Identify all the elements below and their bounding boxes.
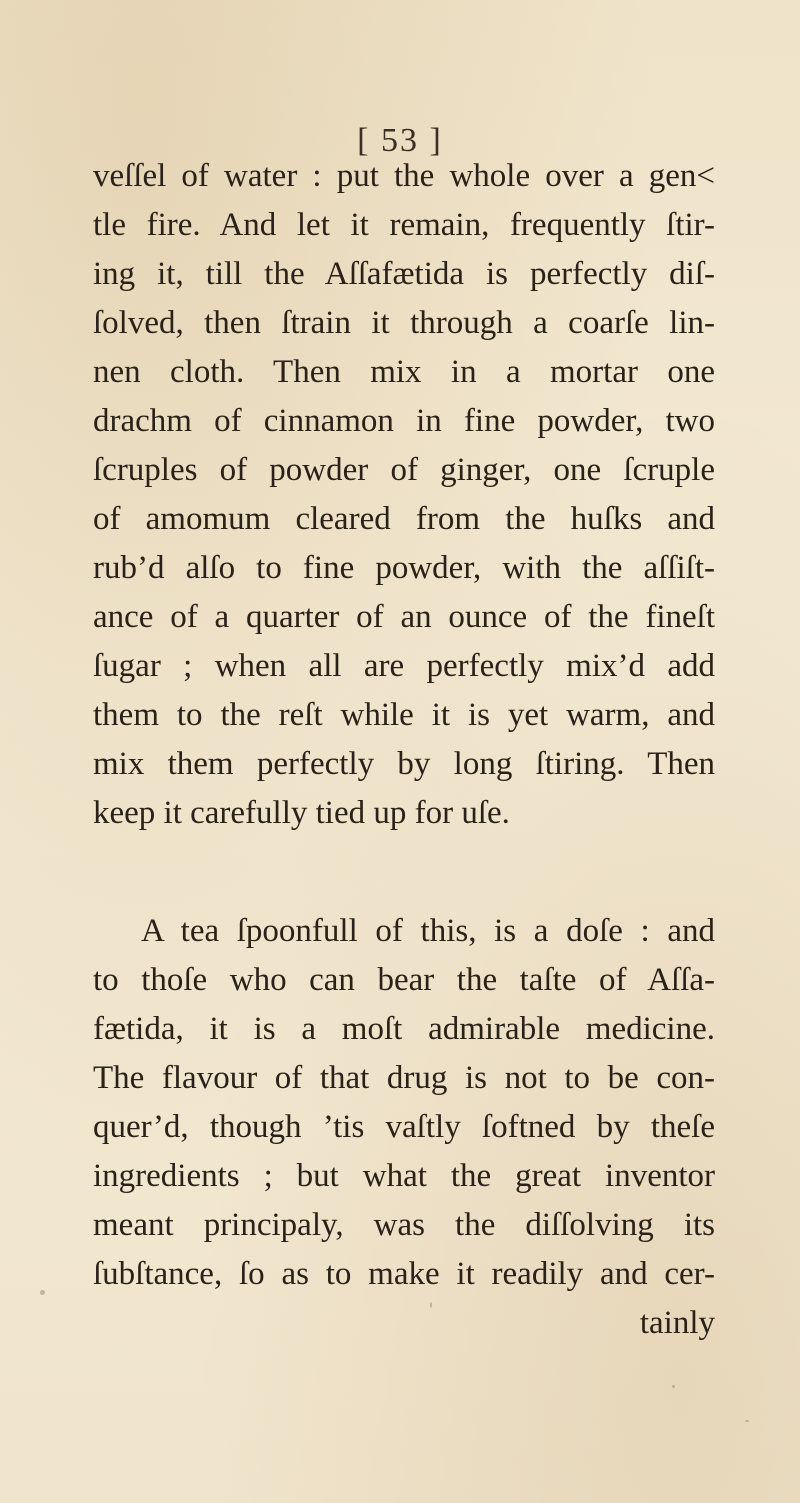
text-line: ſugar ; when all are perfectly mix’d add [93,648,715,684]
text-line: of amomum cleared from the huſks and [93,501,715,537]
text-line: nen cloth. Then mix in a mortar one [93,354,715,390]
text-line: them to the reſt while it is yet warm, and [93,697,715,733]
text-line: mix them perfectly by long ſtiring. Then [93,746,715,782]
text-line: A tea ſpoonfull of this, is a doſe : and [141,913,715,949]
text-line: drachm of cinnamon in fine powder, two [93,403,715,439]
catchword: tainly [639,1305,715,1341]
text-line: rub’d alſo to fine powder, with the aſſiſt- [93,550,715,586]
text-line: to thoſe who can bear the taſte of Aſſa- [93,962,715,998]
paper-speck [430,1302,432,1308]
text-line: ingredients ; but what the great inventor [93,1158,715,1194]
text-line: ing it, till the Aſſafætida is perfectly diſ- [93,256,715,292]
paragraph-gap [93,838,715,907]
text-line: ſolved, then ſtrain it through a coarſe lin- [93,305,715,341]
text-line: tle fire. And let it remain, frequently ſtir- [93,207,715,243]
body-text [93,152,715,1348]
text-line: The flavour of that drug is not to be con- [93,1060,715,1096]
text-line: ance of a quarter of an ounce of the fineſt [93,599,715,635]
text-line: quer’d, though ’tis vaſtly ſoftned by theſe [93,1109,715,1145]
text-line: veſſel of water : put the whole over a gen< [93,158,715,194]
text-line: meant principaly, was the diſſolving its [93,1207,715,1243]
text-line: ſcruples of powder of ginger, one ſcruple [93,452,715,488]
page-number-header: [ 53 ] [357,122,443,159]
paper-speck [40,1290,45,1295]
paper-speck [745,1420,749,1422]
text-line: ſubſtance, ſo as to make it readily and cer- [93,1256,715,1292]
text-line: fætida, it is a moſt admirable medicine. [93,1011,715,1047]
paper-speck [672,1385,675,1388]
text-line: keep it carefully tied up for uſe. [93,795,510,831]
